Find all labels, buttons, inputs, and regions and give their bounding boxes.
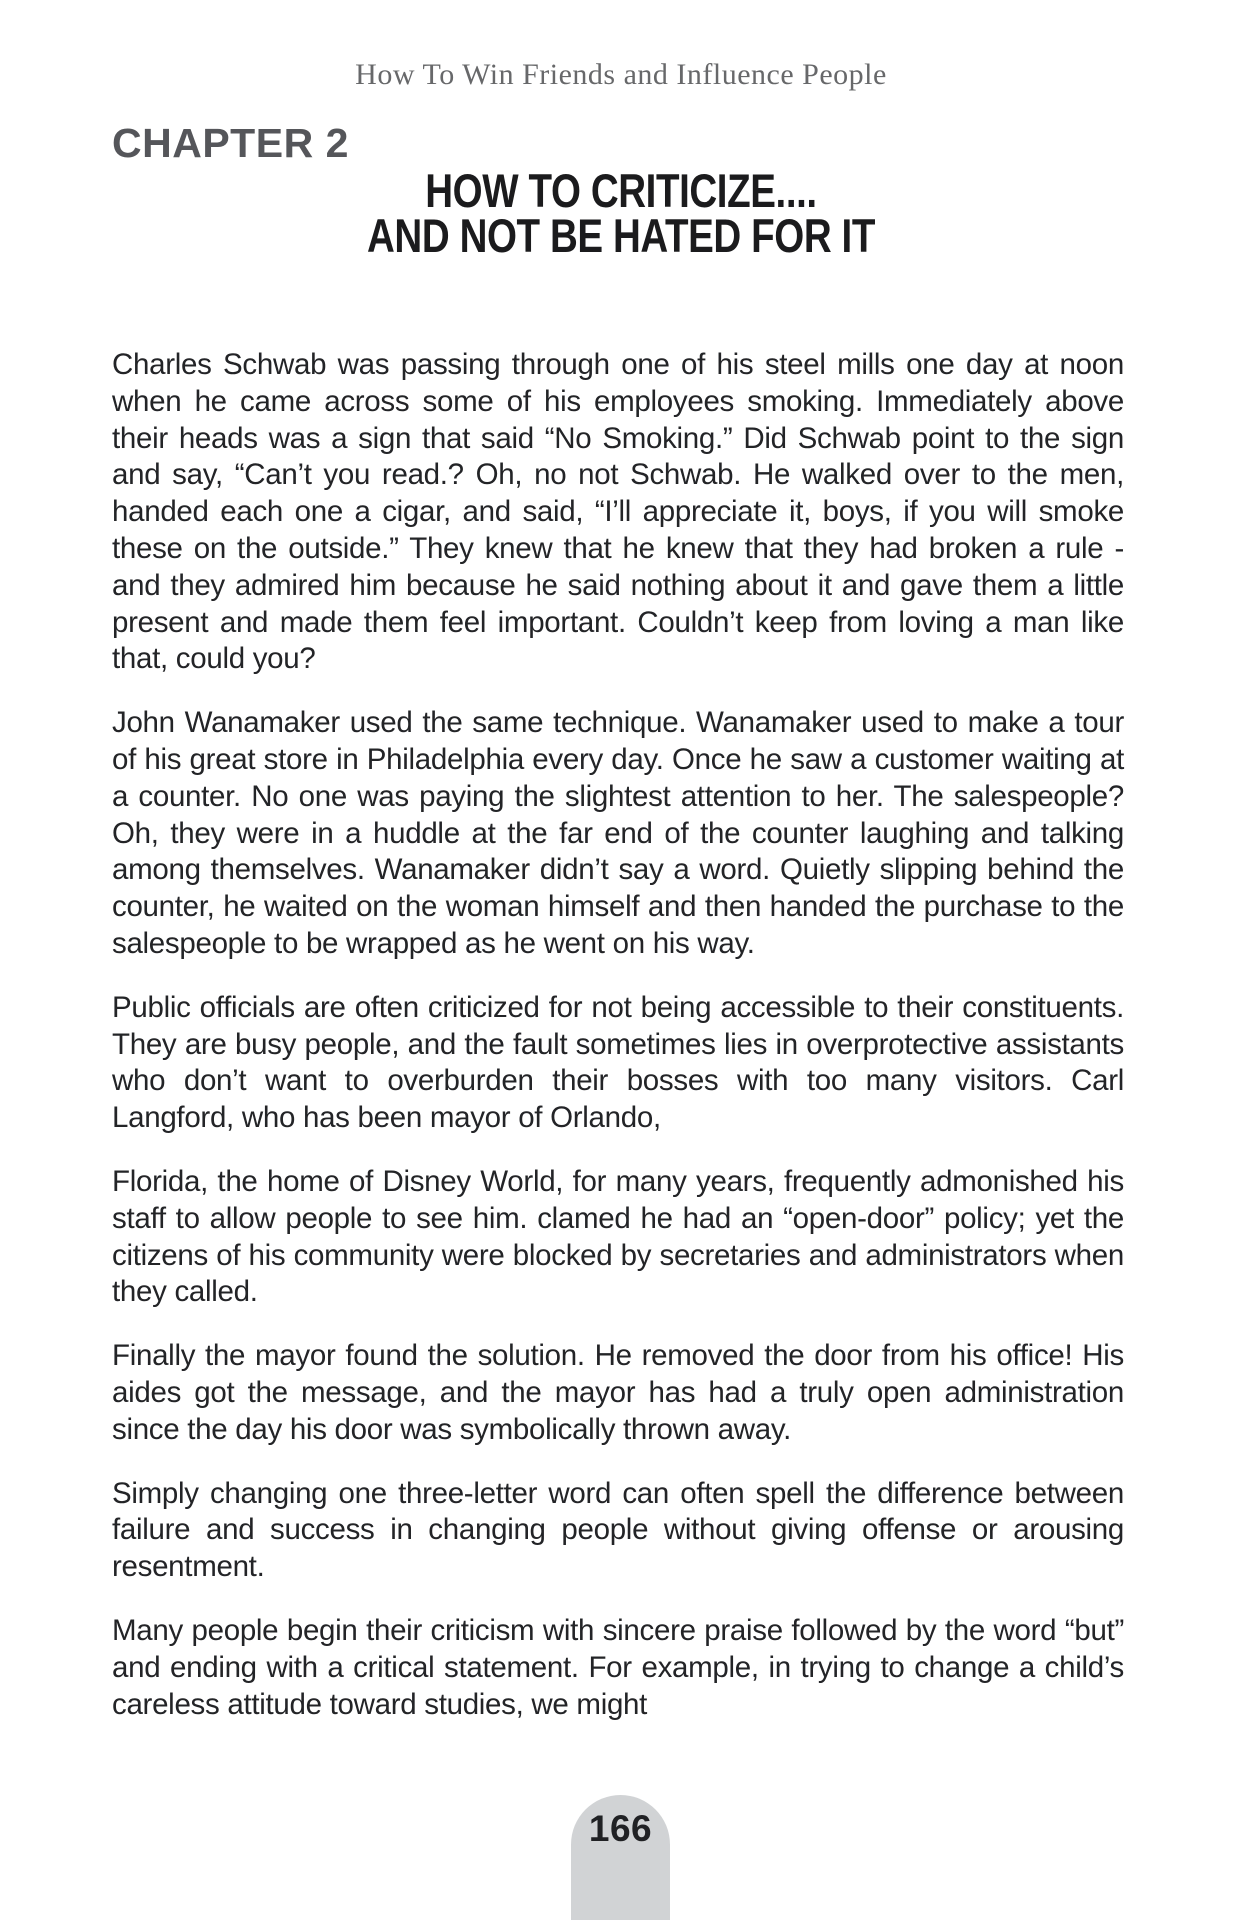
body-paragraph: Many people begin their criticism with sincere praise followed by the word “but” and ending with a critical statement. For example, in trying to change a child’s careless attitude toward studies, we might <box>112 1613 1124 1721</box>
body-text <box>112 347 1124 1750</box>
chapter-title-line-2: AND NOT BE HATED FOR IT <box>367 209 875 262</box>
body-paragraph: Simply changing one three-letter word can often spell the difference between failure and success in changing people without giving offense or arousing resentment. <box>112 1476 1124 1584</box>
body-paragraph: Charles Schwab was passing through one of his steel mills one day at noon when he came across some of his employees smoking. Immediately above their heads was a sign that said “No Smoking.” Did Schwab point to the sign and say, “Can’t you read.? Oh, no not Schwab. He walked over to the men, handed each one a cigar, and said, “I’ll appreciate it, boys, if you will smoke these on the outside.” They knew that he knew that they had broken a rule - and they admired him because he said nothing about it and gave them a little present and made them feel important. Couldn’t keep from loving a man like that, could you? <box>112 348 1124 676</box>
body-paragraph: Public officials are often criticized for not being accessible to their constituents. They are busy people, and the fault sometimes lies in overprotective assistants who don’t want to overburden their bosses with too many visitors. Carl Langford, who has been mayor of Orlando, <box>112 990 1124 1135</box>
page-number: 166 <box>588 1808 653 1849</box>
chapter-label: CHAPTER 2 <box>112 120 349 166</box>
body-paragraph: Florida, the home of Disney World, for many years, frequently admonished his staff to allow people to see him. clamed he had an “open-door” policy; yet the citizens of his community were blocked by secretaries and administrators when they called. <box>112 1164 1124 1309</box>
chapter-title <box>112 164 1130 262</box>
body-paragraph: Finally the mayor found the solution. He removed the door from his office! His aides got the message, and the mayor has had a truly open administration since the day his door was symbolically thrown away. <box>112 1339 1124 1446</box>
page-number-tab <box>571 1795 670 1920</box>
chapter-title-line-1: HOW TO CRITICIZE.... <box>425 164 817 217</box>
running-head: How To Win Friends and Influence People <box>355 58 887 91</box>
body-paragraph: John Wanamaker used the same technique. Wanamaker used to make a tour of his great store in Philadelphia every day. Once he saw a customer waiting at a counter. No one was paying the slightest attention to her. The salespeople? Oh, they were in a huddle at the far end of the counter laughing and talking among themselves. Wanamaker didn’t say a word. Quietly slipping behind the counter, he waited on the woman himself and then handed the purchase to the salespeople to be wrapped as he went on his way. <box>112 706 1124 960</box>
